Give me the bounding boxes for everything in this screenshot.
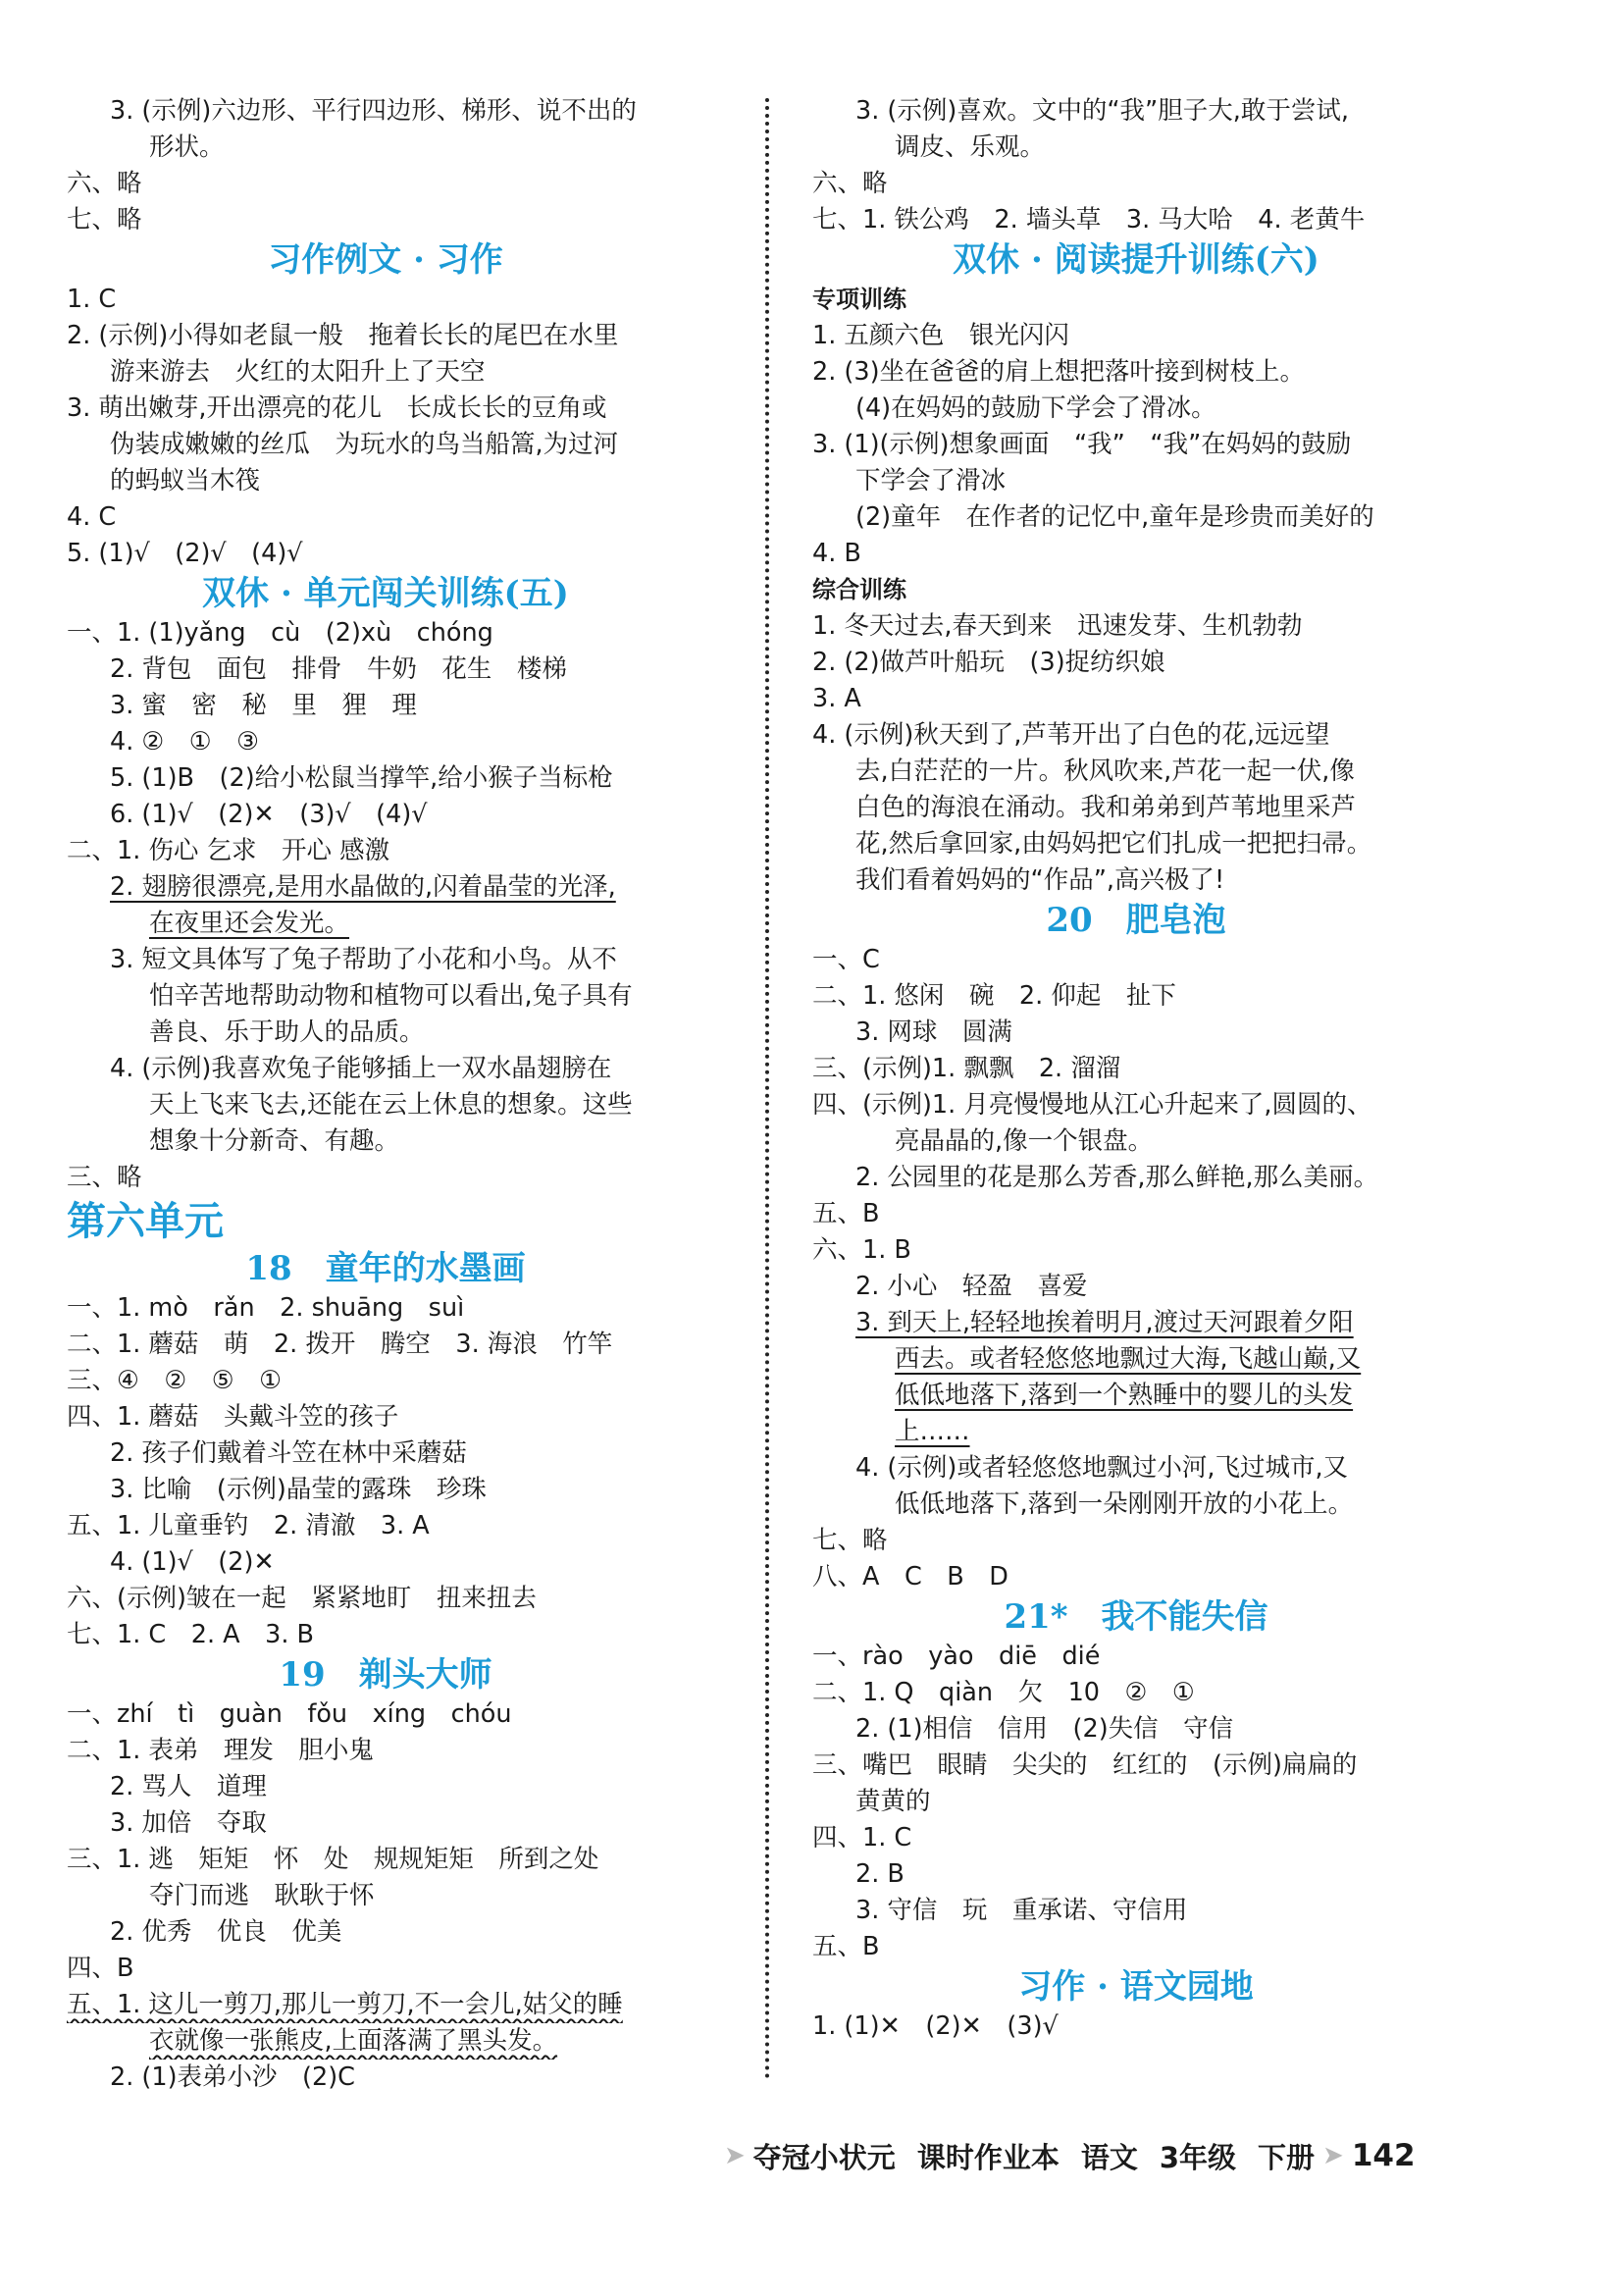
- answer-line: 四、1. 蘑菇 头戴斗笠的孩子: [67, 1402, 399, 1432]
- answer-line: 我们看着妈妈的“作品”,高兴极了!: [855, 865, 1225, 895]
- chevron-arrow-icon: ➤: [724, 2141, 746, 2170]
- answer-line: 3. (1)(示例)想象画面 “我” “我”在妈妈的鼓励: [812, 430, 1352, 459]
- answer-line: [812, 1414, 1460, 1450]
- answer-line: 三、略: [67, 1163, 142, 1192]
- answer-line: [67, 1987, 704, 2023]
- answer-line: 下学会了滑冰: [855, 466, 1007, 496]
- footer-book: 课时作业本: [916, 2140, 1060, 2174]
- answer-line: 黄黄的: [855, 1787, 931, 1816]
- answer-line: 六、1. B: [812, 1235, 911, 1265]
- answer-line: 八、A C B D: [812, 1562, 1008, 1592]
- answer-line: 1. C: [67, 285, 117, 314]
- answer-line: 善良、乐于助人的品质。: [149, 1018, 425, 1047]
- section-title: 18 童年的水墨画: [245, 1249, 526, 1288]
- answer-line: 五、1. 儿童垂钓 2. 清澈 3. A: [67, 1511, 430, 1540]
- answer-line: 四、B: [67, 1954, 134, 1983]
- answer-line: 5. (1)B (2)给小松鼠当撑竿,给小猴子当标枪: [110, 763, 613, 793]
- answer-line: 的蚂蚁当木筏: [110, 466, 261, 496]
- answer-line: 二、1. Q qiàn 欠 10 ② ①: [812, 1678, 1195, 1707]
- answer-line: 二、1. 悠闲 碗 2. 仰起 扯下: [812, 981, 1176, 1011]
- answer-line: [67, 869, 704, 906]
- answer-line: 天上飞来飞去,还能在云上休息的想象。这些: [149, 1090, 633, 1120]
- answer-line: [812, 1341, 1460, 1378]
- answer-line: 一、1. (1)yǎng cù (2)xù chóng: [67, 618, 493, 648]
- answer-line: 2. B: [855, 1859, 905, 1889]
- wavy-underlined-text: 五、1. 这儿一剪刀,那儿一剪刀,不一会儿,姑父的睡: [67, 1990, 623, 2019]
- answer-line: 形状。: [149, 132, 225, 162]
- answer-line: 2. 优秀 优良 优美: [110, 1917, 342, 1947]
- answer-line: 七、略: [812, 1526, 888, 1555]
- section-title: 21* 我不能失信: [1004, 1597, 1268, 1637]
- subsection-label: 综合训练: [812, 576, 906, 603]
- answer-line: [812, 1305, 1460, 1341]
- answer-line: 2. 公园里的花是那么芳香,那么鲜艳,那么美丽。: [855, 1163, 1379, 1192]
- answer-line: 3. 守信 玩 重承诺、守信用: [855, 1896, 1188, 1925]
- answer-line: 3. 比喻 (示例)晶莹的露珠 珍珠: [110, 1475, 487, 1504]
- wavy-underlined-text: 衣就像一张熊皮,上面落满了黑头发。: [149, 2026, 558, 2056]
- answer-line: 1. 冬天过去,春天到来 迅速发芽、生机勃勃: [812, 611, 1303, 641]
- answer-line: 4. (示例)或者轻悠悠地飘过小河,飞过城市,又: [855, 1453, 1349, 1483]
- underlined-text: 低低地落下,落到一个熟睡中的婴儿的头发: [895, 1381, 1354, 1410]
- answer-line: 亮晶晶的,像一个银盘。: [895, 1126, 1154, 1156]
- answer-line: 夺门而逃 耿耿于怀: [149, 1881, 375, 1910]
- answer-line: 五、B: [812, 1932, 880, 1961]
- footer-grade: 3年级: [1159, 2140, 1237, 2174]
- answer-line: 三、④ ② ⑤ ①: [67, 1366, 282, 1395]
- answer-line: 六、(示例)皱在一起 紧紧地盯 扭来扭去: [67, 1584, 537, 1613]
- answer-line: (4)在妈妈的鼓励下学会了滑冰。: [855, 393, 1216, 423]
- answer-line: 怕辛苦地帮助动物和植物可以看出,兔子具有: [149, 981, 633, 1011]
- answer-line: 3. 萌出嫩芽,开出漂亮的花儿 长成长长的豆角或: [67, 393, 607, 423]
- answer-line: 五、B: [812, 1199, 880, 1228]
- unit-title: 第六单元: [67, 1198, 224, 1244]
- answer-line: 2. 孩子们戴着斗笠在林中采蘑菇: [110, 1438, 467, 1468]
- answer-line: 2. 背包 面包 排骨 牛奶 花生 楼梯: [110, 654, 567, 684]
- answer-line: 六、略: [812, 169, 888, 198]
- answer-line: [67, 906, 704, 942]
- answer-line: 4. (1)√ (2)✕: [110, 1547, 275, 1577]
- answer-line: 2. 小心 轻盈 喜爱: [855, 1272, 1088, 1301]
- underlined-text: 在夜里还会发光。: [149, 909, 350, 938]
- underlined-text: 2. 翅膀很漂亮,是用水晶做的,闪着晶莹的光泽,: [110, 872, 616, 902]
- answer-line: 3. 蜜 密 秘 里 狸 理: [110, 691, 417, 720]
- answer-line: 1. (1)✕ (2)✕ (3)√: [812, 2011, 1059, 2041]
- answer-line: 4. ② ① ③: [110, 727, 260, 757]
- left-column: [67, 93, 704, 2096]
- answer-line: 调皮、乐观。: [895, 132, 1046, 162]
- answer-line: 花,然后拿回家,由妈妈把它们扎成一把把扫帚。: [855, 829, 1372, 859]
- answer-line: 六、略: [67, 169, 142, 198]
- footer-brand: 夺冠小状元: [752, 2140, 896, 2174]
- section-title: 习作例文 · 习作: [268, 240, 503, 280]
- answer-line: 四、(示例)1. 月亮慢慢地从江心升起来了,圆圆的、: [812, 1090, 1372, 1120]
- answer-line: 2. 骂人 道理: [110, 1772, 267, 1801]
- answer-line: 3. A: [812, 684, 861, 713]
- section-title: 20 肥皂泡: [1046, 901, 1226, 940]
- answer-line: [812, 1378, 1460, 1414]
- answer-line: 3. 加倍 夺取: [110, 1808, 267, 1838]
- answer-line: 4. (示例)我喜欢兔子能够插上一双水晶翅膀在: [110, 1054, 612, 1083]
- answer-line: 3. (示例)喜欢。文中的“我”胆子大,敢于尝试,: [855, 96, 1349, 126]
- answer-line: 想象十分新奇、有趣。: [149, 1126, 400, 1156]
- answer-line: 低低地落下,落到一朵刚刚开放的小花上。: [895, 1489, 1354, 1519]
- answer-line: 2. (1)相信 信用 (2)失信 守信: [855, 1714, 1234, 1744]
- chevron-arrow-icon: ➤: [1322, 2141, 1344, 2170]
- underlined-text: 西去。或者轻悠悠地飘过大海,飞越山巅,又: [895, 1344, 1362, 1374]
- answer-line: 七、1. 铁公鸡 2. 墙头草 3. 马大哈 4. 老黄牛: [812, 205, 1366, 235]
- answer-line: 6. (1)√ (2)✕ (3)√ (4)√: [110, 800, 428, 829]
- answer-line: (2)童年 在作者的记忆中,童年是珍贵而美好的: [855, 502, 1374, 532]
- section-title: 19 剃头大师: [279, 1655, 492, 1695]
- answer-line: 5. (1)√ (2)√ (4)√: [67, 539, 303, 568]
- answer-line: 2. (3)坐在爸爸的肩上想把落叶接到树枝上。: [812, 357, 1306, 387]
- answer-line: 4. B: [812, 539, 861, 568]
- answer-line: 一、rào yào diē dié: [812, 1642, 1101, 1671]
- answer-line: 2. (2)做芦叶船玩 (3)捉纺织娘: [812, 648, 1165, 677]
- section-title: 习作 · 语文园地: [1018, 1967, 1254, 2007]
- subsection-label: 专项训练: [812, 286, 906, 313]
- page-footer: [716, 2131, 1416, 2180]
- answer-line: 七、1. C 2. A 3. B: [67, 1620, 315, 1649]
- section-title: 双休 · 阅读提升训练(六): [953, 240, 1319, 280]
- answer-line: 1. 五颜六色 银光闪闪: [812, 321, 1069, 350]
- answer-line: 白色的海浪在涌动。我和弟弟到芦苇地里采芦: [855, 793, 1357, 822]
- footer-volume: 下册: [1258, 2140, 1316, 2174]
- answer-line: 三、(示例)1. 飘飘 2. 溜溜: [812, 1054, 1121, 1083]
- answer-line: 4. (示例)秋天到了,芦苇开出了白色的花,远远望: [812, 720, 1330, 750]
- section-title: 双休 · 单元闯关训练(五): [202, 574, 569, 613]
- answer-line: 3. 网球 圆满: [855, 1018, 1012, 1047]
- answer-line: 一、1. mò rǎn 2. shuāng suì: [67, 1293, 465, 1323]
- answer-line: 2. (1)表弟小沙 (2)C: [110, 2062, 355, 2092]
- answer-line: 三、1. 逃 矩矩 怀 处 规规矩矩 所到之处: [67, 1845, 599, 1874]
- right-column: [812, 93, 1460, 2045]
- answer-line: 二、1. 表弟 理发 胆小鬼: [67, 1736, 374, 1765]
- answer-line: 伪装成嫩嫩的丝瓜 为玩水的鸟当船篙,为过河: [110, 430, 619, 459]
- answer-line: 3. (示例)六边形、平行四边形、梯形、说不出的: [110, 96, 637, 126]
- answer-line: 4. C: [67, 502, 117, 532]
- column-divider: [765, 98, 769, 2080]
- answer-line: [67, 2023, 704, 2060]
- answer-line: 三、嘴巴 眼睛 尖尖的 红红的 (示例)扁扁的: [812, 1750, 1358, 1780]
- underlined-text: 3. 到天上,轻轻地挨着明月,渡过天河跟着夕阳: [855, 1308, 1354, 1337]
- answer-line: 3. 短文具体写了兔子帮助了小花和小鸟。从不: [110, 945, 617, 974]
- answer-line: 二、1. 蘑菇 萌 2. 拨开 腾空 3. 海浪 竹竿: [67, 1330, 613, 1359]
- answer-line: 四、1. C: [812, 1823, 912, 1852]
- answer-line: 二、1. 伤心 乞求 开心 感激: [67, 836, 390, 865]
- page-number: 142: [1351, 2138, 1416, 2173]
- answer-line: 游来游去 火红的太阳升上了天空: [110, 357, 486, 387]
- underlined-text: 上……: [895, 1417, 970, 1446]
- footer-subject: 语文: [1080, 2140, 1138, 2174]
- answer-line: 去,白茫茫的一片。秋风吹来,芦花一起一伏,像: [855, 757, 1355, 786]
- answer-line: 一、zhí tì guàn fǒu xíng chóu: [67, 1699, 512, 1729]
- answer-line: 2. (示例)小得如老鼠一般 拖着长长的尾巴在水里: [67, 321, 619, 350]
- answer-line: 一、C: [812, 945, 880, 974]
- answer-line: 七、略: [67, 205, 142, 235]
